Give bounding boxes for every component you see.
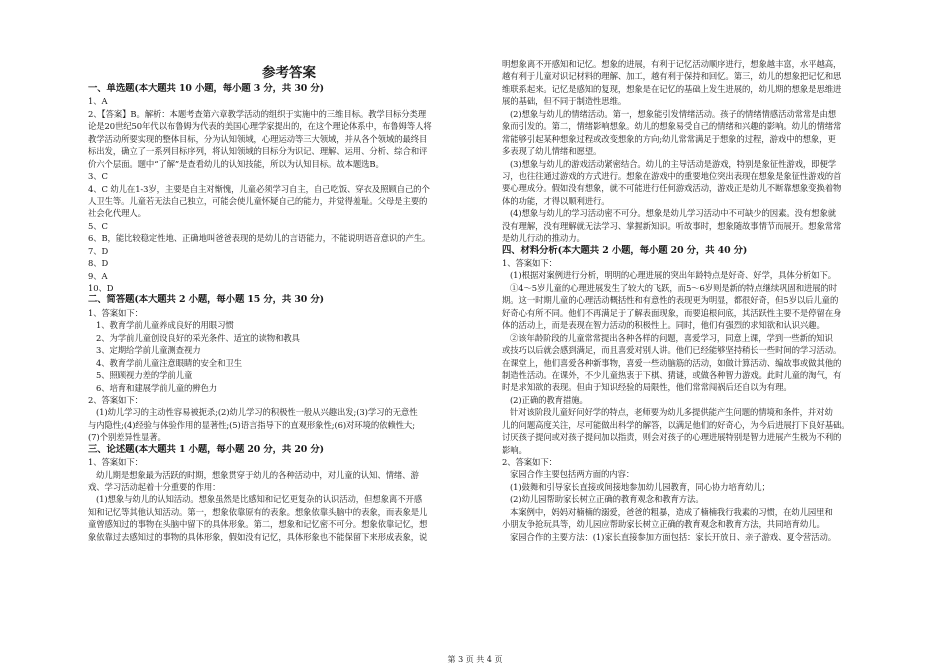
text-line: 影响。 (502, 444, 527, 455)
text-line: 1、答案如下： (502, 258, 557, 268)
text-line: (4)想象与幼儿的学习活动密不可分。想象是幼儿学习活动中不可缺少的因素。没有想象就 (510, 208, 837, 219)
text-line: 5、照顾视力差的学前儿童 (96, 370, 193, 381)
text-line: 象依靠过去感知过的事物的具体形象，假如没有记忆，具体形象也不能保留下来形成表象，说 (88, 531, 428, 542)
text-line: 要心理成分。假如没有想象，就不可能进行任何游戏活动，游戏正是幼儿不断靠想象变换着物 (502, 183, 842, 194)
text-line: (1)根据对案例进行分析，明明的心理进展的突出年龄特点是好奇、好学，具体分析如下。 (510, 270, 837, 281)
text-line: 体的功能，才得以顺利进行。 (502, 195, 610, 206)
text-line: 家园合作的主要方法：(1)家长直接参加方面包括：家长开放日、亲子游戏、夏令营活动。 (510, 531, 837, 542)
text-line: 明想象离不开感知和记忆。想象的进展，有利于记忆活动顺序进行，想象越丰富，水平越高， (502, 59, 842, 69)
text-line: 戏、学习活动起着十分重要的作用： (88, 482, 221, 492)
text-line: 时是求知欲的表现。但由于知识经验的局限性，他们常常闯祸后还自以为有理。 (502, 382, 792, 393)
text-line: 4、教育学前儿童注意眼睛的安全和卫生 (96, 357, 242, 368)
text-line: 6、培育和建展学前儿童的辨色力 (96, 382, 218, 393)
text-line: 论是20世纪50年代以布鲁姆为代表的美国心理学家提出的，在这个理论体系中，布鲁姆等人将 (88, 121, 432, 132)
text-line: 体的活动上，而是表现在智力活动的积极性上。同时，他们有强烈的求知欲和认识兴趣。 (502, 320, 825, 331)
page-footer: 第 3 页 共 4 页 (447, 655, 503, 664)
text-line: 本案例中，妈妈对楠楠的溺爱，爸爸的粗暴，造成了楠楠我行我素的习惯，在幼儿园里和 (510, 506, 833, 517)
text-line: 是幼儿行动的推动力。 (502, 233, 585, 244)
text-line: (2)想象与幼儿的情绪活动。第一，想象能引发情绪活动。孩子的情绪情感活动常常是由想 (510, 108, 837, 119)
text-line: 8、D (88, 258, 109, 269)
text-line: 小朋友争抢玩具等，幼儿园应帮助家长树立正确的教育观念和教育方法，共同培育幼儿。 (502, 519, 825, 530)
text-line: 或技巧以后就会感到满足，而且喜爱对别人讲。他们已经能够坚持稍长一些时间的学习活动。 (502, 345, 842, 356)
text-line: 展的基础，但不同于制造性思维。 (502, 96, 627, 107)
text-line: 没有理解，没有理解就无法学习、掌握新知识。听故事时，想象随故事情节而展开。想象常常 (502, 220, 842, 231)
text-line: 3、定期给学前儿童测查视力 (96, 345, 201, 356)
text-line: (2)正确的教育措施。 (510, 394, 588, 405)
text-line: 1、答案如下： (88, 307, 143, 318)
text-line: 标出发，确立了一系列目标序列，将认知领域的目标分为识记、理解、运用、分析、综合和评 (88, 146, 428, 157)
text-line: 知和记忆等其他认知活动。第一，想象依靠原有的表象。想象依靠头脑中的表象，而表象是儿 (88, 506, 428, 517)
text-line: 儿的问题高度关注，尽可能做出科学的解答，以满足他们的好奇心，为今后进展打下良好基础。 (502, 419, 850, 430)
text-line: 好奇心有所不同。他们不再满足于了解表面现象，而要追根问底，其活跃性主要不是停留在身 (502, 307, 842, 318)
section-heading: 一、单选题(本大题共 10 小题，每小题 3 分，共 30 分) (88, 83, 324, 94)
text-line: 人卫生等。儿童若无法自己独立，可能会使儿童怀疑自己的能力，并觉得羞耻。父母是主要的 (88, 195, 428, 206)
text-line: 10、D (88, 283, 114, 293)
section-heading: 三、论述题(本大题共 1 小题，每小题 20 分，共 20 分) (88, 443, 324, 455)
text-line: 期。这一时期儿童的心理活动概括性和有意性的表现更为明显，都很好奇，但5岁以后儿童的 (502, 295, 839, 306)
text-line: 社会化代理人。 (88, 208, 146, 219)
text-line: 象而引发的。第二，情绪影响想象。幼儿的想象易受自己的情绪和兴趣的影响。幼儿的情绪常 (502, 121, 842, 132)
text-line: 2、答案如下： (502, 457, 557, 467)
text-line: ②该年龄阶段的儿童常常提出各种各样的问题，喜爱学习，同意上课，学到一些新的知识 (510, 332, 833, 343)
text-line: (2)幼儿园帮助家长树立正确的教育观念和教育方法。 (510, 494, 704, 505)
text-line: 9、A (88, 270, 108, 281)
text-line: 童曾感知过的事物在头脑中留下的具体形象。第二，想象和记忆密不可分。想象依靠记忆，想 (88, 519, 428, 530)
text-line: 家园合作主要包括两方面的内容： (510, 469, 635, 480)
text-line: 维联系起来。记忆是感知的复现，想象是在记忆的基础上发生进展的，幼儿期的想象是思维进 (502, 83, 842, 94)
text-line: 制造性活动。在课外，不少儿童热衷于下棋、猜谜，或做各种智力游戏。此时儿童的淘气，有 (502, 369, 842, 380)
text-line: 7、D (88, 245, 109, 256)
section-heading: 四、材料分析(本大题共 2 小题，每小题 20 分，共 40 分) (502, 244, 748, 256)
text-line: (3)想象与幼儿的游戏活动紧密结合。幼儿的主导活动是游戏，特别是象征性游戏，即便学 (510, 158, 837, 169)
text-line: (1)幼儿学习的主动性容易被扼杀;(2)幼儿学习的积极性一般从兴趣出发;(3)学习的无意性 (96, 407, 418, 418)
text-line: 1、A (88, 96, 108, 107)
text-line: 2、为学前儿童创设良好的采光条件、适宜的读物和教具 (96, 332, 300, 343)
text-line: 6、B，能比较稳定性地、正确地叫爸爸表现的是幼儿的言语能力，不能说明语音意识的产生。 (88, 233, 431, 244)
text-line: 讨厌孩子提问或对孩子提问加以指责，则会对孩子的心理进展特别是智力进展产生极为不利的 (502, 432, 842, 443)
text-line: 1、答案如下： (88, 457, 143, 468)
text-line: 越有利于儿童对识记材料的理解、加工，越有利于保持和回忆。第三，幼儿的想象把记忆和思 (502, 71, 842, 82)
text-line: 价六个层面。题中“了解”是查看幼儿的认知技能，所以为认知目标。故本题选B。 (88, 158, 384, 169)
text-line: 习，也往往通过游戏的方式进行。想象在游戏中的重要地位突出表现在想象是象征性游戏的首 (502, 170, 842, 181)
text-line: 与内隐性;(4)经验与体验作用的显著性;(5)语言指导下的直观形象性;(6)对环境的依赖性大; (88, 419, 415, 430)
text-line: 2、答案如下： (88, 394, 143, 405)
text-line: 4、C 幼儿在1-3岁，主要是自主对惭愧，儿童必须学习自主，自己吃饭、穿衣及照顾自己的个 (88, 183, 430, 194)
text-line: 2、【答案】B。解析：本题考查第六章教学活动的组织于实施中的三维目标。教学目标分类理 (88, 108, 427, 119)
text-line: (1)鼓舞和引导家长直接或间接地参加幼儿园教育，同心协力培育幼儿； (510, 481, 770, 492)
section-heading: 二、简答题(本大题共 2 小题，每小题 15 分，共 30 分) (88, 294, 324, 306)
text-line: 多表现了幼儿情绪和愿望。 (502, 146, 602, 157)
left-column (88, 58, 490, 543)
text-line: 针对该阶段儿童好问好学的特点，老师要为幼儿多提供能产生问题的情境和条件，并对幼 (510, 407, 833, 418)
text-line: 教学活动所要实现的整体目标，分为认知领域，心理运动等三大领域，并从各个领域的最终目 (88, 133, 428, 144)
text-line: 5、C (88, 220, 108, 231)
right-column (502, 58, 910, 543)
text-line: (7)个别差异性显著。 (88, 432, 166, 443)
text-line: (1)想象与幼儿的认知活动。想象虽然是比感知和记忆更复杂的认识活动，但想象离不开感 (96, 494, 423, 505)
text-line: ①4～5岁儿童的心理进展发生了较大的飞跃，而5～6岁则是新的特点继续巩固和进展的时 (510, 282, 838, 293)
text-line: 常能够引起某种想象过程或改变想象的方向;幼儿常常满足于想象的过程，游戏中的想象，更 (502, 133, 836, 144)
text-line: 1、教育学前儿童养成良好的用眼习惯 (96, 320, 234, 331)
text-line: 在课堂上，他们喜爱各种新事物，喜爱一些动脑筋的活动，如做计算活动、编故事或做其他的 (502, 357, 842, 368)
text-line: 幼儿期是想象最为活跃的时期，想象贯穿于幼儿的各种活动中，对儿童的认知、情绪、游 (96, 469, 419, 480)
text-line: 3、C (88, 171, 108, 182)
page-title: 参考答案 (262, 65, 316, 81)
